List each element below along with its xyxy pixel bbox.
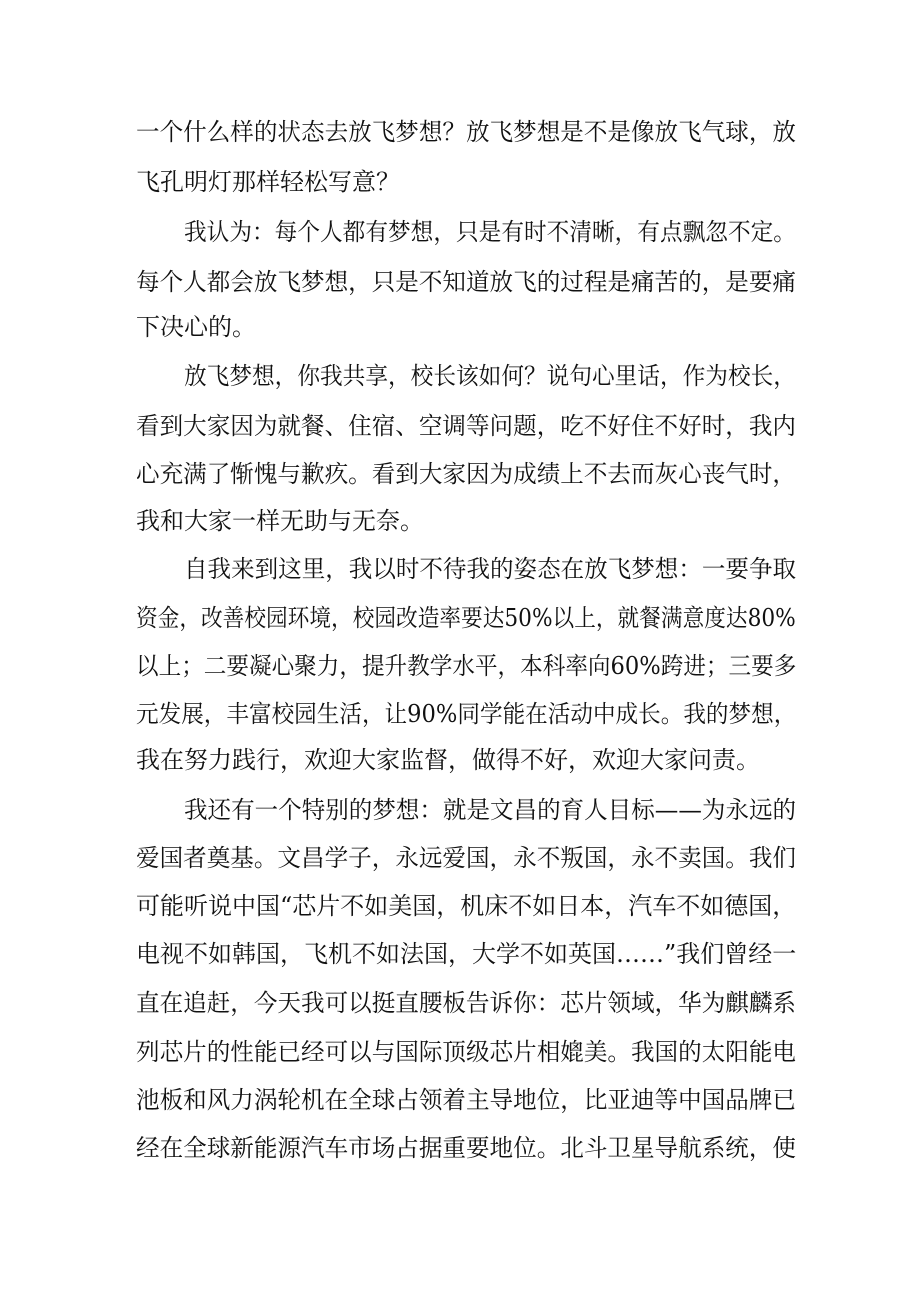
- text-line: 飞孔明灯那样轻松写意？: [136, 168, 400, 196]
- text-line: 电视不如韩国，飞机不如法国，大学不如英国……”我们曾经一: [136, 940, 797, 968]
- text-line: 一个什么样的状态去放飞梦想？放飞梦想是不是像放飞气球，放: [136, 118, 796, 146]
- text-line: 我在努力践行，欢迎大家监督，做得不好，欢迎大家问责。: [136, 746, 760, 774]
- text-line: 看到大家因为就餐、住宿、空调等问题，吃不好住不好时，我内: [136, 412, 796, 440]
- text-line: 元发展，丰富校园生活，让90%同学能在活动中成长。我的梦想，: [136, 700, 797, 728]
- text-line: 列芯片的性能已经可以与国际顶级芯片相媲美。我国的太阳能电: [136, 1038, 796, 1066]
- text-line: 池板和风力涡轮机在全球占领着主导地位，比亚迪等中国品牌已: [136, 1086, 796, 1114]
- text-line: 心充满了惭愧与歉疚。看到大家因为成绩上不去而灰心丧气时，: [136, 460, 796, 488]
- paragraph-first-line: 放飞梦想，你我共享，校长该如何？说句心里话，作为校长，: [184, 362, 796, 390]
- text-line: 可能听说中国“芯片不如美国，机床不如日本，汽车不如德国，: [136, 892, 797, 920]
- text-line: 我和大家一样无助与无奈。: [136, 507, 424, 535]
- text-line: 爱国者奠基。文昌学子，永远爱国，永不叛国，永不卖国。我们: [136, 844, 796, 872]
- text-line: 直在追赶，今天我可以挺直腰板告诉你：芯片领域，华为麒麟系: [136, 989, 796, 1017]
- text-line: 经在全球新能源汽车市场占据重要地位。北斗卫星导航系统，使: [136, 1134, 796, 1162]
- text-line: 资金，改善校园环境，校园改造率要达50%以上，就餐满意度达80%: [136, 604, 796, 632]
- paragraph-first-line: 自我来到这里，我以时不待我的姿态在放飞梦想：一要争取: [184, 555, 797, 583]
- paragraph-first-line: 我还有一个特别的梦想：就是文昌的育人目标——为永远的: [184, 796, 797, 824]
- paragraph-first-line: 我认为：每个人都有梦想，只是有时不清晰，有点飘忽不定。: [184, 218, 796, 246]
- text-line: 每个人都会放飞梦想，只是不知道放飞的过程是痛苦的，是要痛: [136, 268, 796, 296]
- text-line: 下决心的。: [136, 313, 256, 341]
- text-line: 以上；二要凝心聚力，提升教学水平，本科率向60%跨进；三要多: [136, 652, 797, 680]
